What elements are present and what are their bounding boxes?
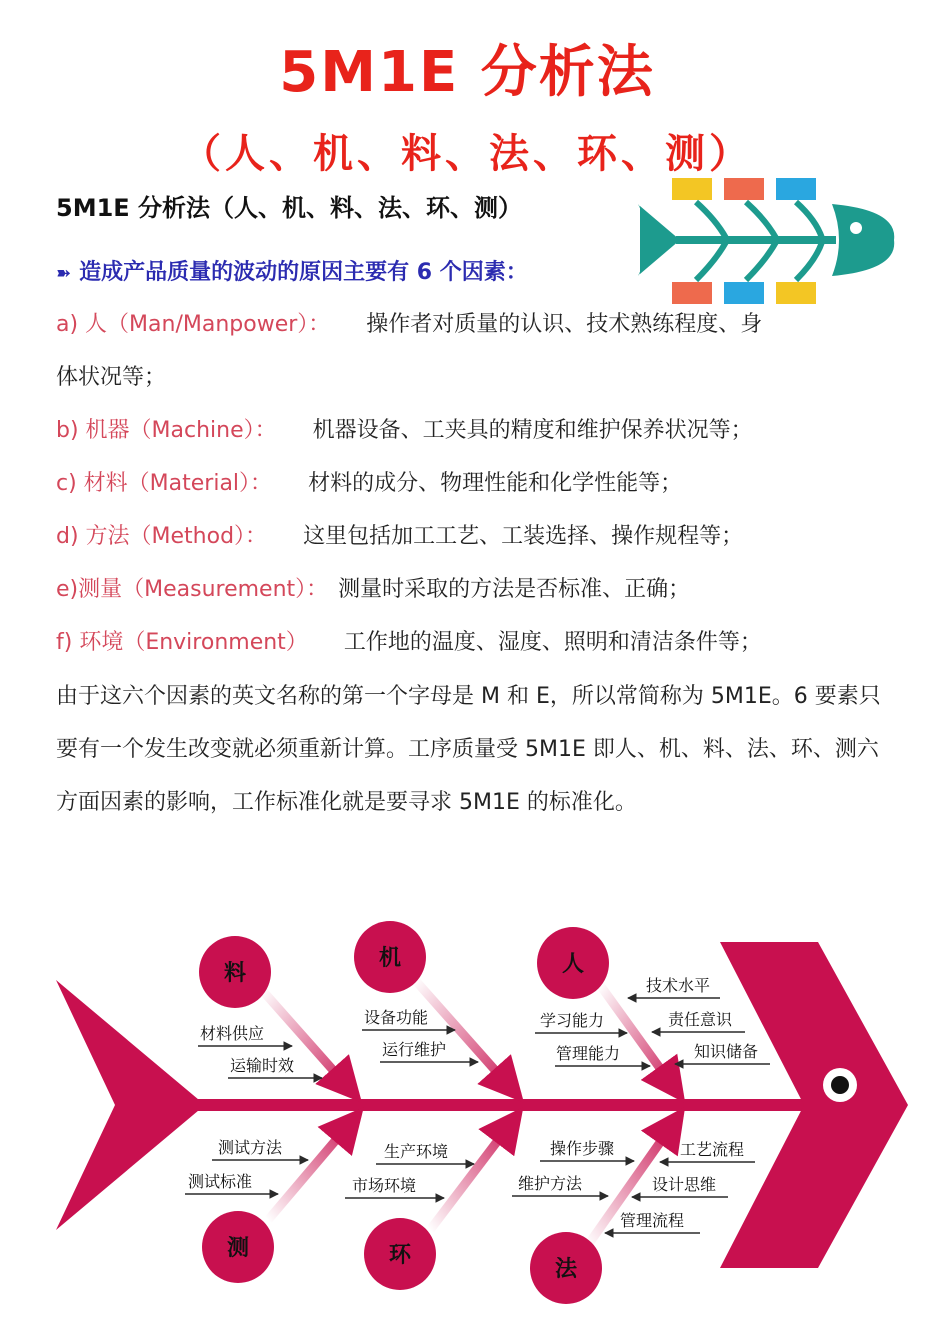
cause-ji-1: 设备功能: [364, 1008, 429, 1027]
node-ren-label: 人: [561, 952, 585, 977]
cause-huan-2: 市场环境: [352, 1176, 417, 1195]
factor-item-measurement: e)测量（Measurement）： 测量时采取的方法是否标准、正确；: [56, 577, 691, 602]
fishbone-diagram: [0, 900, 934, 1320]
cause-ren-right-1: 技术水平: [646, 976, 711, 995]
factor-item-man-cont: 体状况等；: [56, 365, 167, 390]
page-subtitle: （人、机、料、法、环、测）: [181, 131, 753, 177]
factor-item-machine: b) 机器（Machine）： 机器设备、工夹具的精度和维护保养状况等；: [56, 418, 753, 443]
bone-ji: [415, 980, 518, 1096]
bone-ce: [268, 1114, 358, 1220]
fishbone-logo-icon: [636, 170, 898, 310]
cause-fa-right-1: 工艺流程: [680, 1140, 745, 1159]
page-title: 5M1E 分析法: [279, 40, 655, 105]
node-ce-label: 测: [226, 1236, 250, 1261]
node-huan-label: 环: [388, 1243, 412, 1268]
cause-fa-left-2: 维护方法: [518, 1174, 583, 1193]
factor-intro: ➽ 造成产品质量的波动的原因主要有 6 个因素：: [56, 260, 528, 285]
double-arrow-icon: ➽: [56, 263, 72, 284]
cause-ce-1: 测试方法: [218, 1138, 283, 1157]
cause-liao-2: 运输时效: [230, 1056, 295, 1075]
node-fa-label: 法: [554, 1257, 578, 1282]
factor-item-method: d) 方法（Method）： 这里包括加工工艺、工装选择、操作规程等；: [56, 524, 744, 549]
node-liao-label: 料: [223, 961, 247, 986]
node-ji-label: 机: [378, 946, 402, 971]
cause-ren-right-3: 知识储备: [694, 1042, 759, 1061]
cause-ren-right-2: 责任意识: [668, 1010, 733, 1029]
section-heading: 5M1E 分析法（人、机、料、法、环、测）: [56, 194, 523, 222]
factor-item-environment: f) 环境（Environment） 工作地的温度、湿度、照明和清洁条件等；: [56, 630, 762, 655]
cause-ren-left-2: 管理能力: [556, 1044, 621, 1063]
cause-fa-left-1: 操作步骤: [550, 1139, 615, 1158]
cause-ji-2: 运行维护: [382, 1040, 447, 1059]
fish-spine: [190, 1099, 810, 1111]
cause-liao-1: 材料供应: [200, 1024, 265, 1043]
bone-huan: [430, 1114, 518, 1230]
factor-item-man: a) 人（Man/Manpower）： 操作者对质量的认识、技术熟练程度、身: [56, 312, 763, 337]
bone-liao: [262, 990, 356, 1096]
cause-ren-left-1: 学习能力: [540, 1011, 605, 1030]
cause-huan-1: 生产环境: [384, 1142, 449, 1161]
factor-item-material: c) 材料（Material）： 材料的成分、物理性能和化学性能等；: [56, 471, 683, 496]
fish-tail: [56, 980, 205, 1230]
cause-fa-right-3: 管理流程: [620, 1211, 685, 1230]
summary-paragraph: 由于这六个因素的英文名称的第一个字母是 M 和 E，所以常简称为 5M1E。6 要素只要有一个发生改变就必须重新计算。工序质量受 5M1E 即人、机、料、法、环、测六方面因素的影响，工作标准化就是要寻求 5M1E 的标准化。: [56, 684, 881, 815]
bone-ren: [600, 985, 680, 1096]
cause-fa-right-2: 设计思维: [652, 1175, 717, 1194]
cause-ce-2: 测试标准: [188, 1172, 253, 1191]
